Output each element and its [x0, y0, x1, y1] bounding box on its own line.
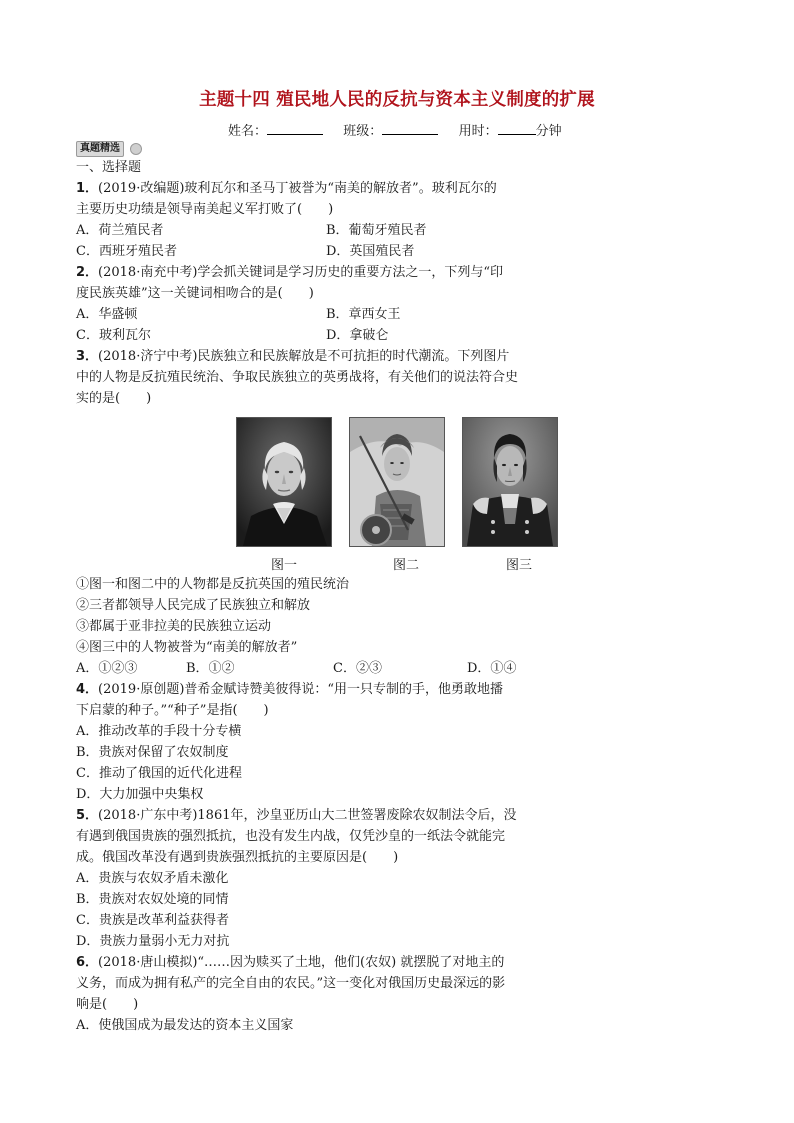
question-text: 度民族英雄”这一关键词相吻合的是( ) [76, 286, 314, 301]
option-b[interactable]: B．章西女王 [326, 307, 401, 322]
option-a[interactable]: A．贵族与农奴矛盾未激化 [76, 871, 229, 886]
question-text: 响是( ) [76, 997, 139, 1012]
question-text: (2019·原创题)普希金赋诗赞美彼得说：“用一只专制的手，他勇敢地播 [98, 682, 504, 697]
question-text: (2018·广东中考)1861年，沙皇亚历山大二世签署废除农奴制法令后，没 [98, 808, 517, 823]
badge-arrow-icon [130, 143, 142, 155]
question-text: 实的是( ) [76, 391, 152, 406]
option-a[interactable]: A．①②③ [76, 661, 138, 676]
question-text: (2018·唐山模拟)“……因为赎买了土地，他们(农奴) 就摆脱了对地主的 [98, 955, 505, 970]
question-number: 5． [76, 808, 99, 823]
option-d[interactable]: D．大力加强中央集权 [76, 787, 204, 802]
figure-caption-2: 图二 [393, 558, 420, 573]
question-number: 3． [76, 349, 99, 364]
option-a[interactable]: A．使俄国成为最发达的资本主义国家 [76, 1018, 294, 1033]
statement-2: ②三者都领导人民完成了民族独立和解放 [76, 598, 311, 613]
question-text: (2018·南充中考)学会抓关键词是学习历史的重要方法之一，下列与“印 [98, 265, 504, 280]
figure-caption-1: 图一 [271, 558, 298, 573]
question-6 [76, 955, 504, 971]
option-b[interactable]: B．①② [186, 661, 235, 676]
question-text: 中的人物是反抗殖民统治、争取民族独立的英勇战将，有关他们的说法符合史 [76, 370, 519, 385]
option-c[interactable]: C．玻利瓦尔 [76, 328, 151, 343]
name-label: 姓名： [228, 124, 268, 139]
question-text: 主要历史功绩是领导南美起义军打败了( ) [76, 202, 334, 217]
option-b[interactable]: B．葡萄牙殖民者 [326, 223, 427, 238]
student-info-row [228, 120, 562, 139]
option-c[interactable]: C．推动了俄国的近代化进程 [76, 766, 242, 781]
page-title: 主题十四 殖民地人民的反抗与资本主义制度的扩展 [199, 90, 595, 110]
portrait-figure-1 [236, 417, 332, 547]
question-2 [76, 265, 503, 281]
name-blank[interactable] [267, 122, 323, 135]
statement-1: ①图一和图二中的人物都是反抗英国的殖民统治 [76, 577, 350, 592]
figure-caption-3: 图三 [506, 558, 533, 573]
option-b[interactable]: B．贵族对保留了农奴制度 [76, 745, 229, 760]
question-number: 6． [76, 955, 99, 970]
option-c[interactable]: C．西班牙殖民者 [76, 244, 177, 259]
class-blank[interactable] [382, 122, 438, 135]
time-unit: 分钟 [535, 124, 562, 139]
section-heading: 一、选择题 [76, 160, 142, 175]
portrait-figure-2 [349, 417, 445, 547]
option-c[interactable]: C．②③ [333, 661, 382, 676]
question-1 [76, 181, 497, 197]
option-d[interactable]: D．①④ [467, 661, 517, 676]
option-a[interactable]: A．推动改革的手段十分专横 [76, 724, 242, 739]
option-b[interactable]: B．贵族对农奴处境的同情 [76, 892, 229, 907]
question-text: 下启蒙的种子。”“种子”是指( ) [76, 703, 269, 718]
question-number: 2． [76, 265, 99, 280]
option-d[interactable]: D．拿破仑 [326, 328, 389, 343]
option-c[interactable]: C．贵族是改革利益获得者 [76, 913, 229, 928]
question-3 [76, 349, 509, 365]
class-label: 班级： [343, 124, 383, 139]
question-text: (2018·济宁中考)民族独立和民族解放是不可抗拒的时代潮流。下列图片 [98, 349, 510, 364]
question-4 [76, 682, 503, 698]
question-text: 成。俄国改革没有遇到贵族强烈抵抗的主要原因是( ) [76, 850, 399, 865]
time-label: 用时： [458, 124, 498, 139]
question-number: 4． [76, 682, 99, 697]
question-text: 义务，而成为拥有私产的完全自由的农民。”这一变化对俄国历史最深远的影 [76, 976, 506, 991]
question-text: 有遇到俄国贵族的强烈抵抗，也没有发生内战，仅凭沙皇的一纸法令就能完 [76, 829, 506, 844]
portrait-figure-3 [462, 417, 558, 547]
option-a[interactable]: A．荷兰殖民者 [76, 223, 164, 238]
option-d[interactable]: D．贵族力量弱小无力对抗 [76, 934, 230, 949]
option-d[interactable]: D．英国殖民者 [326, 244, 415, 259]
question-text: (2019·改编题)玻利瓦尔和圣马丁被誉为“南美的解放者”。玻利瓦尔的 [98, 181, 497, 196]
statement-4: ④图三中的人物被誉为“南美的解放者” [76, 640, 298, 655]
section-badge: 真题精选 [76, 141, 124, 157]
statement-3: ③都属于亚非拉美的民族独立运动 [76, 619, 272, 634]
time-blank[interactable] [498, 122, 536, 135]
option-a[interactable]: A．华盛顿 [76, 307, 138, 322]
question-number: 1． [76, 181, 99, 196]
question-5 [76, 808, 517, 824]
